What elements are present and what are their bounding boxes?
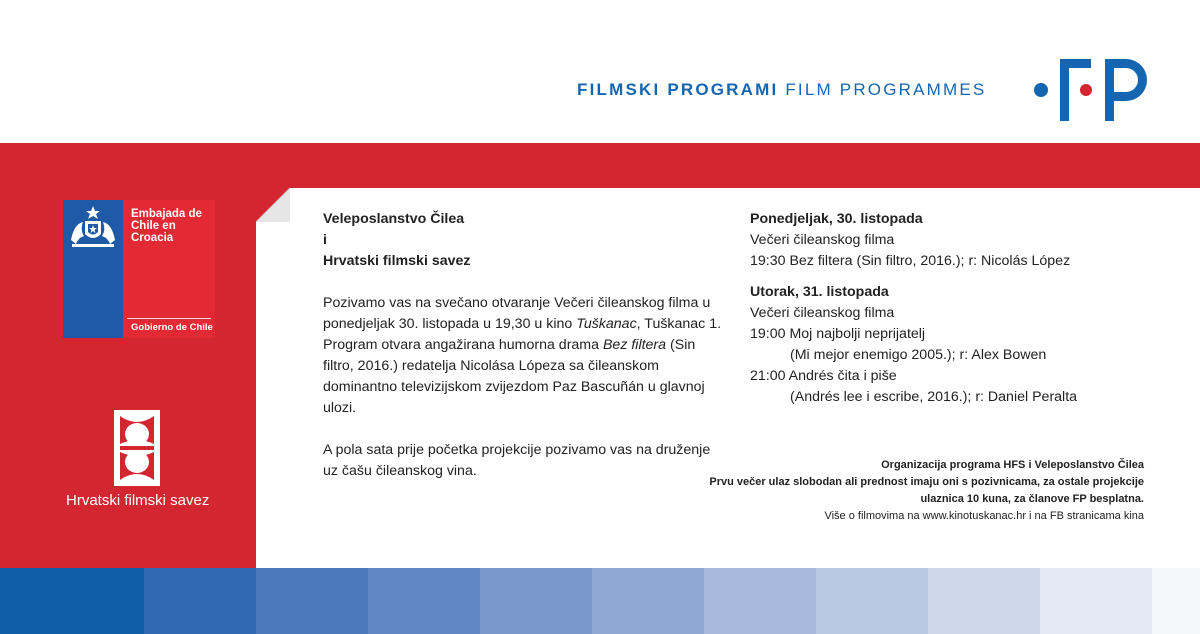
invitation-paragraph (323, 293, 723, 419)
schedule-event: Večeri čileanskog filma (750, 232, 895, 248)
fp-logo-icon (1030, 57, 1148, 123)
schedule-screening-details: (Mi mejor enemigo 2005.); r: Alex Bowen (790, 347, 1047, 363)
color-swatch (144, 568, 256, 634)
invitation-text (323, 209, 723, 482)
color-swatch (1040, 568, 1152, 634)
schedule-event: Večeri čileanskog filma (750, 305, 895, 321)
page-fold-icon (256, 188, 290, 222)
organization-note-line: Više o filmovima na www.kinotuskanac.hr i na FB stranicama kina (824, 510, 1144, 522)
organization-note-line: ulaznica 10 kuna, za članove FP besplatna. (920, 493, 1144, 505)
color-swatch (816, 568, 928, 634)
schedule-screening: 21:00 Andrés čita i piše (750, 368, 897, 384)
color-swatch (704, 568, 816, 634)
organization-note-line: Prvu večer ulaz slobodan ali prednost imaju oni s pozivnicama, za ostale projekcije (709, 476, 1144, 488)
invitation-text-segment: , Tuškanac 1. Program otvara angažirana humorna drama (323, 316, 722, 353)
chile-embassy-line: Croacia (131, 232, 174, 244)
schedule (750, 209, 1170, 408)
chile-embassy-name (131, 208, 202, 244)
cinema-name: Tuškanac (576, 316, 637, 332)
chile-embassy-line: Chile en (131, 220, 176, 232)
color-strip (0, 568, 1200, 634)
host-conjunction: i (323, 232, 327, 248)
title-regular: FILM PROGRAMMES (778, 80, 987, 99)
organization-note-line: Organizacija programa HFS i Veleposlanstvo Čilea (881, 459, 1144, 471)
chile-embassy-logo (63, 200, 215, 338)
color-swatch (256, 568, 368, 634)
color-swatch (928, 568, 1040, 634)
film-title: Bez filtera (602, 337, 667, 353)
schedule-screening: 19:30 Bez filtera (Sin filtro, 2016.); r: Nicolás López (750, 253, 1071, 269)
chile-government-label: Gobierno de Chile (131, 322, 213, 333)
hfs-name: Hrvatski filmski savez (66, 492, 210, 509)
organization-note (704, 457, 1144, 525)
chile-embassy-line: Embajada de (131, 208, 202, 220)
schedule-date: Ponedjeljak, 30. listopada (750, 211, 923, 227)
hfs-symbol-icon (112, 408, 162, 488)
page-title (577, 80, 986, 100)
title-bold: FILMSKI PROGRAMI (577, 80, 779, 99)
schedule-screening: 19:00 Moj najbolji neprijatelj (750, 326, 926, 342)
host-name: Hrvatski filmski savez (323, 253, 471, 269)
schedule-date: Utorak, 31. listopada (750, 284, 889, 300)
color-swatch (368, 568, 480, 634)
chile-crest-icon (68, 204, 118, 250)
color-swatch (0, 568, 144, 634)
host-name: Veleposlanstvo Čilea (323, 211, 465, 227)
schedule-screening-details: (Andrés lee i escribe, 2016.); r: Daniel Peralta (790, 389, 1078, 405)
invitation-text-segment: (Sin filtro, 2016.) redatelja Nicolása Lópeza sa čileanskom dominantno televizijskom zvijezdom Paz Bascuñán u glavnoj ulozi. (323, 337, 705, 416)
color-swatch (480, 568, 592, 634)
color-swatch (592, 568, 704, 634)
invitation-paragraph: A pola sata prije početka projekcije pozivamo vas na druženje uz čašu čileanskog vina. (323, 442, 711, 479)
color-swatch (1152, 568, 1200, 634)
invitation-text-segment: Pozivamo vas na svečano otvaranje Večeri čileanskog filma u ponedjeljak 30. listopada u 19,30 u kino (323, 295, 711, 332)
divider (127, 318, 211, 319)
